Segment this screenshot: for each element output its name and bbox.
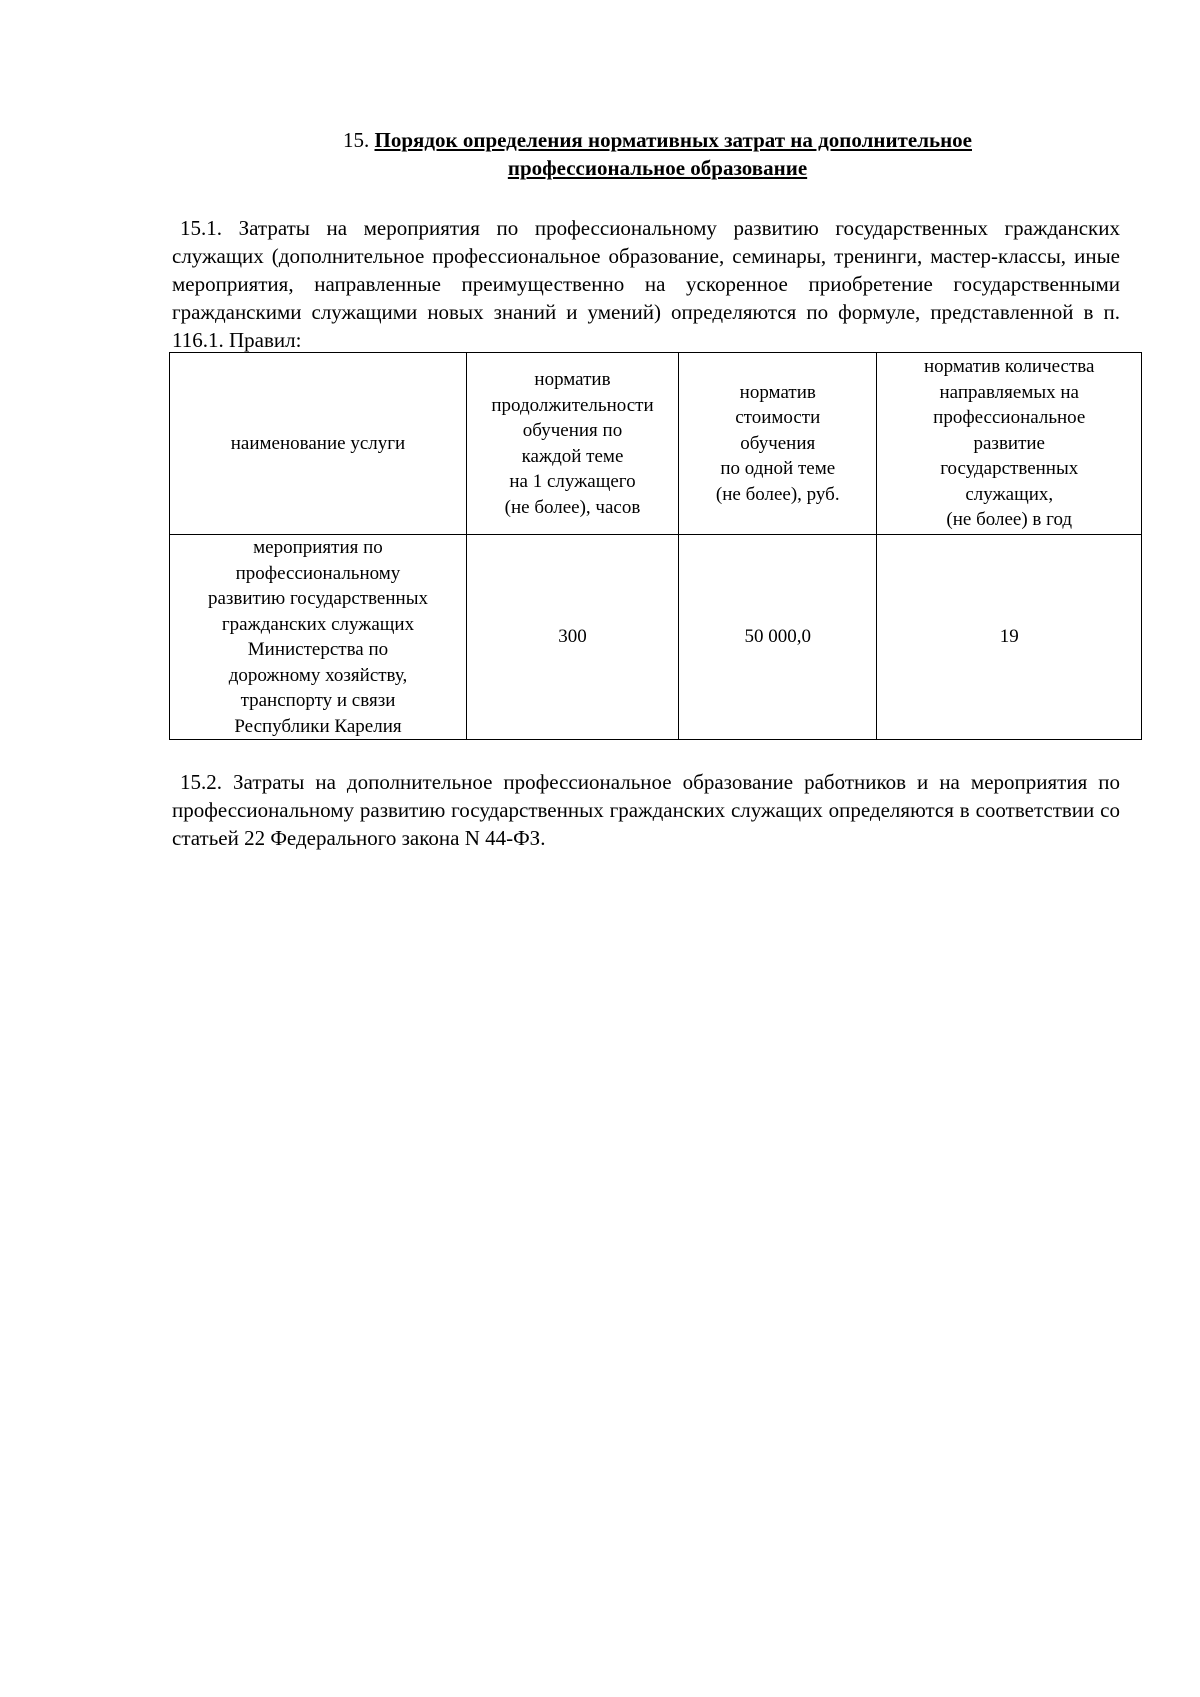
- header-duration-norm: норматив продолжительности обучения по каждой теме на 1 служащего (не более), часов: [466, 353, 678, 535]
- section-title-line-2: профессиональное образование: [507, 156, 808, 180]
- section-number: 15.: [343, 128, 370, 152]
- cell-staff-count: 19: [877, 535, 1142, 740]
- header-service-name: наименование услуги: [170, 353, 467, 535]
- paragraph-15-2: 15.2. Затраты на дополнительное профессиональное образование работников и на мероприятия по профессиональному развитию государственных гражданских служащих определяются в соответствии со статьей 22 Федерального закона N 44-ФЗ.: [172, 770, 1120, 850]
- cell-cost-rub: 50 000,0: [679, 535, 877, 740]
- paragraph-15-1: 15.1. Затраты на мероприятия по профессиональному развитию государственных гражданских служащих (дополнительное профессиональное образование, семинары, тренинги, мастер-классы, иные мероприятия, направленные преимущественно на ускоренное приобретение государственными гражданскими служащими новых знаний и умений) определяются по формуле, представленной в п. 116.1. Правил:: [172, 216, 1120, 352]
- section-heading-line-1: [175, 126, 1140, 154]
- norms-table: [169, 352, 1142, 740]
- header-cost-norm: норматив стоимости обучения по одной теме (не более), руб.: [679, 353, 877, 535]
- section-heading-line-2: [175, 154, 1140, 182]
- table-header-row: [170, 353, 1142, 535]
- cell-service-name: мероприятия по профессиональному развитию государственных гражданских служащих Министерства по дорожному хозяйству, транспорту и связи Республики Карелия: [170, 535, 467, 740]
- table-row: [170, 535, 1142, 740]
- section-heading: [175, 126, 1140, 182]
- section-title-line-1: Порядок определения нормативных затрат на дополнительное: [374, 128, 972, 152]
- cell-duration-hours: 300: [466, 535, 678, 740]
- header-staff-count-norm: норматив количества направляемых на профессиональное развитие государственных служащих, (не более) в год: [877, 353, 1142, 535]
